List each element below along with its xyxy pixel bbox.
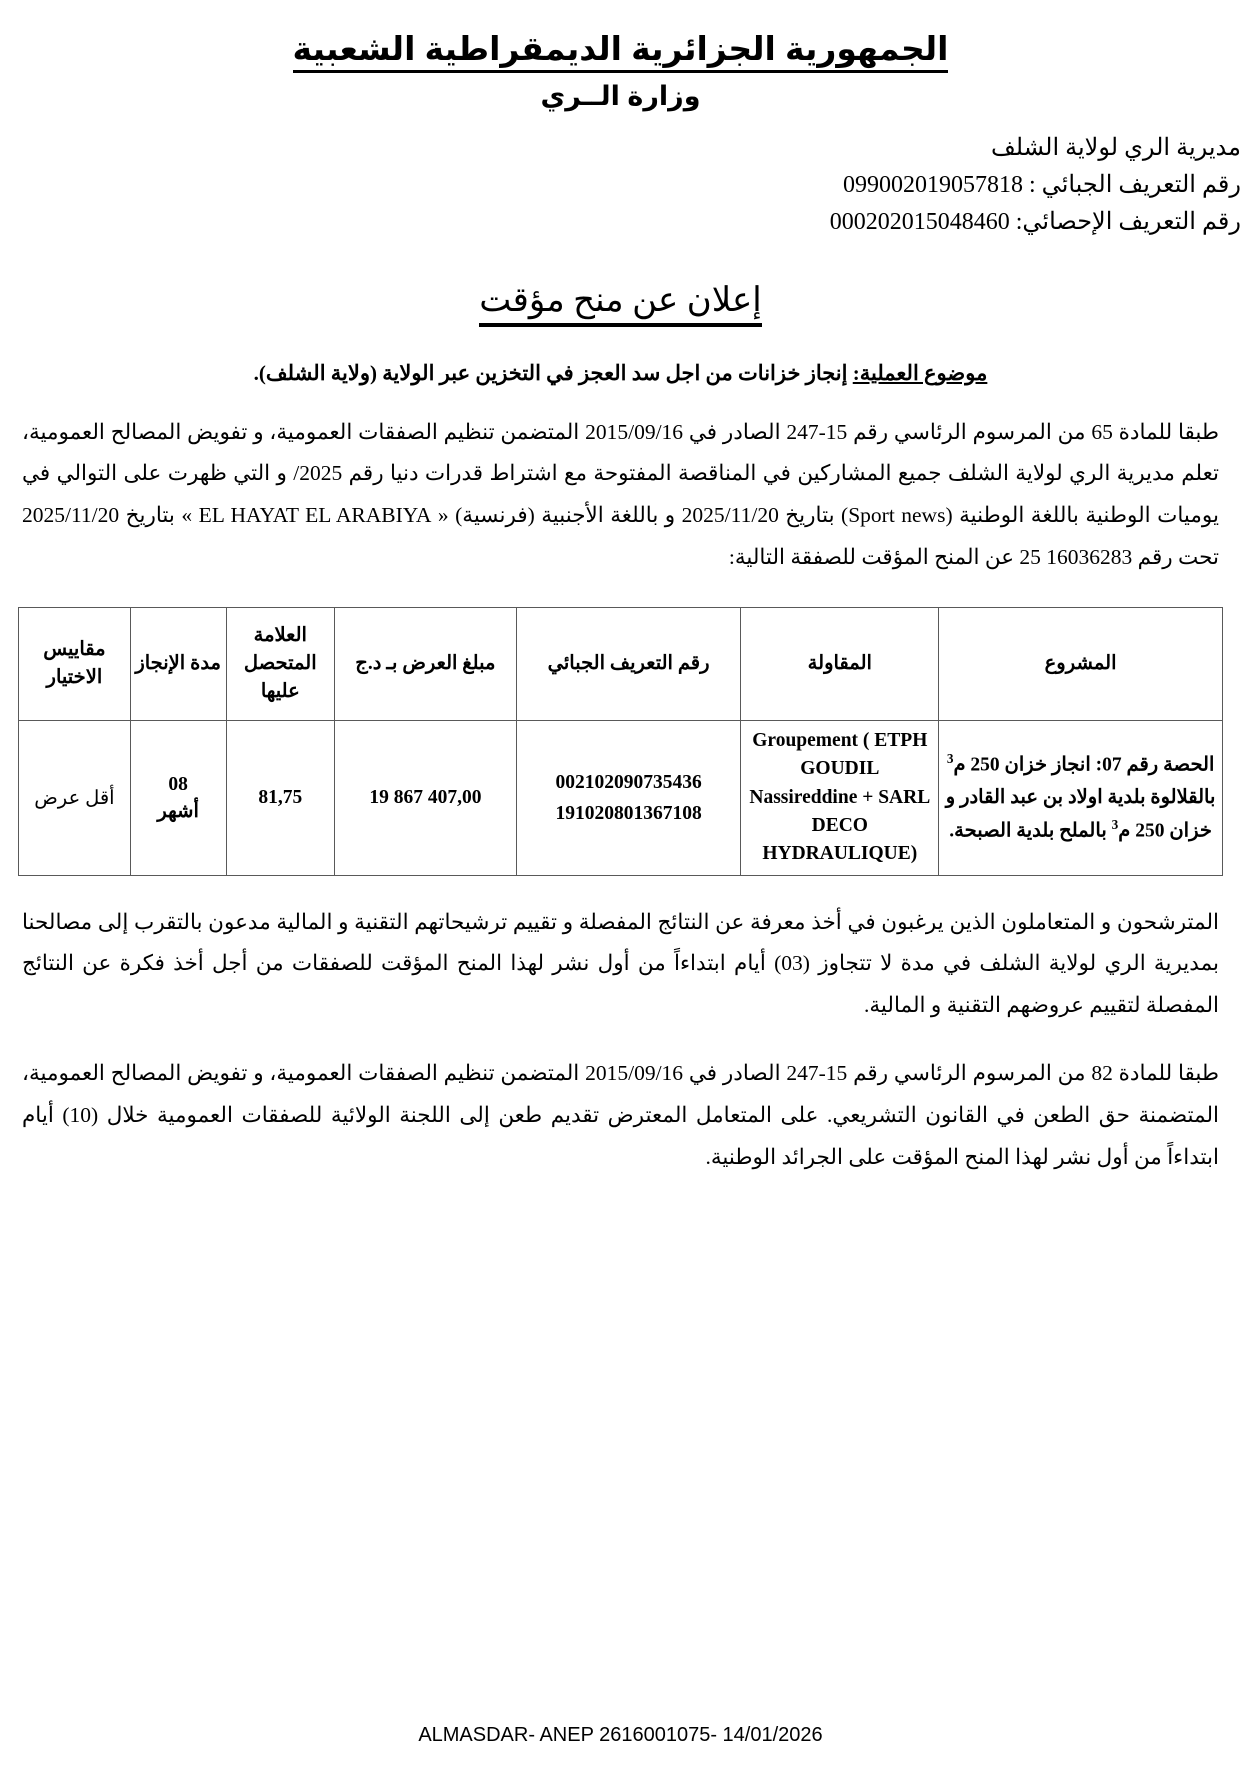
duration-unit: أشهر [157, 800, 199, 822]
column-header-amount: مبلغ العرض بـ د.ج [335, 608, 517, 721]
cell-criteria: أقل عرض [19, 721, 131, 875]
cell-amount: 19 867 407,00 [335, 721, 517, 875]
column-header-mark: العلامة المتحصل عليها [226, 608, 335, 721]
intro-paragraph: طبقا للمادة 65 من المرسوم الرئاسي رقم 15-247 الصادر في 2015/09/16 المتضمن تنظيم الصفقات العمومية، و تفويض المصالح العمومية، تعلم مديرية الري لولاية الشلف جميع المشاركين في المناقصة المفتوحة مع اشتراط قدرات دنيا رقم 2025/ و التي ظهرت على التوالي في يوميات الوطنية باللغة الوطنية (Sport news) بتاريخ 2025/11/20 و باللغة الأجنبية (فرنسية) « EL HAYAT EL ARABIYA » بتاريخ 2025/11/20 تحت رقم 16036283 25 عن المنح المؤقت للصفقة التالية: [22, 419, 1219, 570]
column-header-project: المشروع [939, 608, 1223, 721]
project-exponent-2: 3 [1111, 817, 1119, 833]
subject-line [0, 361, 1241, 386]
directorate-line: مديرية الري لولاية الشلف [990, 134, 1241, 161]
republic-heading: الجمهورية الجزائرية الديمقراطية الشعبية [293, 30, 949, 73]
project-text-4: بالملح بلدية الصبحة. [949, 820, 1107, 842]
duration-value: 08 [168, 773, 188, 795]
document-footer: ALMASDAR- ANEP 2616001075- 14/01/2026 [418, 1724, 823, 1746]
table-header-row [19, 608, 1223, 721]
cell-project [939, 721, 1223, 875]
subject-label: موضوع العملية: [852, 360, 988, 385]
cell-mark: 81,75 [226, 721, 335, 875]
column-header-company: المقاولة [741, 608, 939, 721]
project-exponent-1: 3 [946, 750, 954, 766]
cell-fiscal [516, 721, 741, 875]
fiscal-id-line: رقم التعريف الجبائي : 099002019057818 [843, 172, 1241, 199]
column-header-fiscal: رقم التعريف الجبائي [516, 608, 741, 721]
main-title-container [0, 280, 1241, 327]
project-text-3: خزان 250 م [1118, 820, 1212, 842]
award-table [18, 607, 1223, 875]
identification-block [0, 130, 1241, 242]
cell-duration [130, 721, 226, 875]
document-header [0, 30, 1241, 112]
column-header-duration: مدة الإنجاز [130, 608, 226, 721]
project-text-2: بالقلالوة بلدية اولاد بن عبد القادر و [945, 787, 1216, 809]
fiscal-number-2: 191020801367108 [555, 802, 702, 824]
subject-value: إنجاز خزانات من اجل سد العجز في التخزين عبر الولاية (ولاية الشلف). [253, 360, 848, 385]
cell-company: Groupement ( ETPH GOUDIL Nassireddine + SARL DECO HYDRAULIQUE) [741, 721, 939, 875]
statistical-id-line: رقم التعريف الإحصائي: 000202015048460 [829, 209, 1241, 236]
table-row [19, 721, 1223, 875]
ministry-heading: وزارة الــري [540, 80, 701, 111]
post-table-paragraph-1: المترشحون و المتعاملون الذين يرغبون في أخذ معرفة عن النتائج المفصلة و تقييم ترشيحاتهم التقنية و المالية مدعون بالتقرب إلى مصالحنا بمديرية الري لولاية الشلف في مدة لا تتجاوز (03) أيام ابتداءاً من أول نشر لهذا المنح المؤقت للصفقات من أجل أخذ فكرة عن النتائج المفصلة لتقييم عروضهم التقنية و المالية. [22, 909, 1219, 1018]
post-table-paragraph-2: طبقا للمادة 82 من المرسوم الرئاسي رقم 15-247 الصادر في 2015/09/16 المتضمن تنظيم الصفقات العمومية، و تفويض المصالح العمومية، المتضمنة حق الطعن في القانون التشريعي. على المتعامل المعترض تقديم طعن إلى اللجنة الولائية للصفقات العمومية خلال (10) أيام ابتداءاً من أول نشر لهذا المنح المؤقت على الجرائد الوطنية. [22, 1061, 1219, 1170]
column-header-criteria: مقاييس الاختيار [19, 608, 131, 721]
project-text-1: الحصة رقم 07: انجاز خزان 250 م [953, 754, 1215, 776]
fiscal-number-1: 002102090735436 [555, 771, 702, 793]
document-page [0, 30, 1241, 1785]
page-title: إعلان عن منح مؤقت [479, 280, 762, 327]
